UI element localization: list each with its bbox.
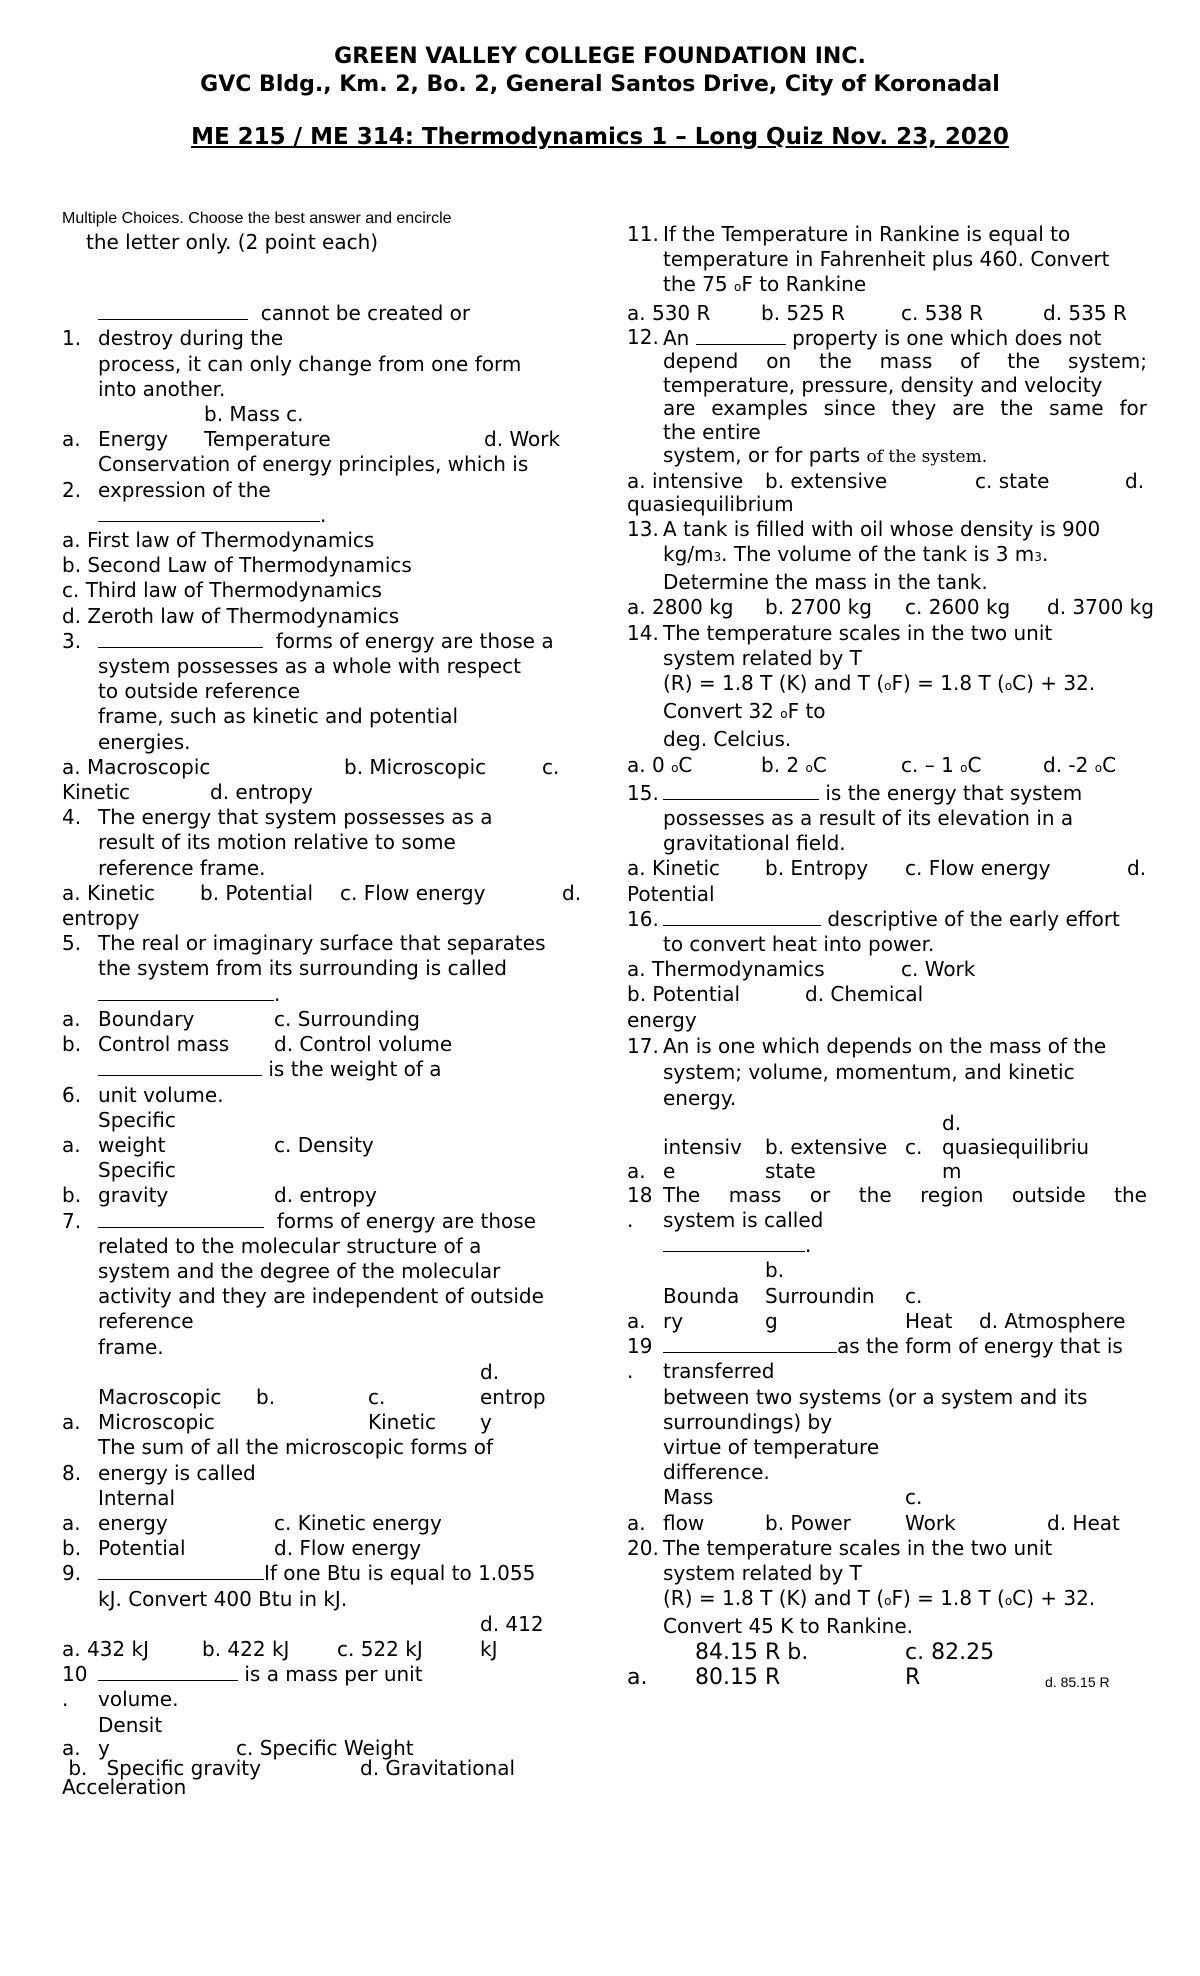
q3-line1: forms of energy are those a — [275, 628, 554, 653]
q10-option-a-line1: Densit — [98, 1712, 163, 1737]
q14-option-b: b. 2 — [761, 752, 806, 777]
q17-option-c-letter: c. — [905, 1134, 923, 1159]
q18-option-b-letter: b. — [765, 1258, 785, 1283]
q19-option-c-letter: c. — [905, 1485, 923, 1510]
q3-option-b: b. Microscopic — [344, 754, 487, 779]
q7-option-b: Microscopic — [98, 1410, 215, 1435]
q17-option-a-letter: a. — [627, 1158, 646, 1183]
q13-line2-end: . — [1041, 542, 1049, 567]
q10-option-d: d. Gravitational — [360, 1755, 515, 1780]
q16-option-c: c. Work — [901, 957, 976, 982]
q18-line1: The mass or the region outside the — [663, 1182, 1147, 1207]
q7-option-b-letter: b. — [256, 1384, 276, 1409]
q4-option-b: b. Potential — [200, 880, 314, 905]
q6-line2: unit volume. — [98, 1082, 224, 1107]
q18-option-c: Heat — [905, 1308, 953, 1333]
q1-option-d: d. Work — [484, 427, 561, 452]
q20-option-b: 84.15 R b. — [695, 1639, 809, 1665]
q19-line4: surroundings) by — [663, 1409, 833, 1434]
q5-option-b: Control mass — [98, 1032, 230, 1057]
q12-line2: depend on the mass of the system; — [663, 349, 1147, 374]
q13-line2-mid: . The volume of the tank is 3 m — [721, 542, 1035, 567]
q20-line3-end: C) + 32. — [1012, 1586, 1096, 1611]
q7-line4: activity and they are independent of outside — [98, 1284, 544, 1309]
q3-option-c-letter: c. — [542, 754, 560, 779]
degree-symbol: o — [884, 679, 892, 694]
q14-line2: system related by T — [663, 645, 862, 670]
q14-line3: (R) = 1.8 T (K) and T ( — [663, 671, 885, 696]
question-3 — [62, 629, 592, 805]
q14-option-c-unit: C — [967, 752, 982, 777]
q1-line2: destroy during the — [98, 326, 284, 351]
q17-option-a-line1: intensiv — [663, 1134, 742, 1159]
q16-number: 16. — [627, 906, 659, 931]
q2-line1: Conservation of energy principles, which is — [98, 452, 529, 477]
q12-option-b: b. extensive — [765, 468, 888, 493]
q14-option-a: a. 0 — [627, 752, 672, 777]
question-1 — [62, 301, 592, 452]
q16-option-a: a. Thermodynamics — [627, 957, 825, 982]
q12-number: 12. — [627, 324, 659, 349]
question-2 — [62, 452, 592, 628]
q3-option-a: a. Macroscopic — [62, 754, 211, 779]
answer-blank — [696, 326, 786, 345]
q10-number-dot: . — [62, 1687, 69, 1712]
q15-line2: possesses as a result of its elevation in a — [663, 806, 1074, 831]
degree-symbol: o — [1004, 1594, 1013, 1609]
answer-blank — [98, 982, 274, 1001]
q18-option-b-line1: Surroundin — [765, 1283, 875, 1308]
q17-line3: energy. — [663, 1085, 737, 1110]
q15-option-a: a. Kinetic — [627, 856, 721, 881]
q7-line6: frame. — [98, 1334, 164, 1359]
answer-blank — [663, 1233, 805, 1252]
q17-line1: An is one which depends on the mass of the — [663, 1033, 1107, 1058]
q19-line2: transferred — [663, 1359, 775, 1384]
school-name: GREEN VALLEY COLLEGE FOUNDATION INC. — [334, 44, 866, 69]
q18-number: 18 — [627, 1182, 653, 1207]
q3-line3: to outside reference — [98, 679, 301, 704]
q12-line6: system, or for parts — [663, 443, 867, 468]
q6-line1: is the weight of a — [268, 1057, 442, 1082]
question-10 — [62, 1662, 592, 1797]
q11-line2: temperature in Fahrenheit plus 460. Convert — [663, 247, 1110, 272]
q13-line3: Determine the mass in the tank. — [663, 570, 988, 595]
q18-line3: . — [805, 1233, 812, 1258]
q7-option-d-line1: entrop — [480, 1384, 546, 1409]
q8-line2: energy is called — [98, 1460, 256, 1485]
q10-line1: is a mass per unit — [244, 1662, 423, 1687]
q2-option-c: c. Third law of Thermodynamics — [62, 578, 382, 603]
q20-line3-mid: F) = 1.8 T ( — [891, 1586, 1005, 1611]
q11-line3: the 75 — [663, 272, 734, 297]
q16-option-d: d. Chemical — [805, 982, 924, 1007]
q3-line5: energies. — [98, 729, 191, 754]
q8-option-b: Potential — [98, 1536, 186, 1561]
q1-number: 1. — [62, 326, 82, 351]
q18-line2: system is called — [663, 1208, 824, 1233]
question-12 — [627, 326, 1147, 517]
q10-number: 10 — [62, 1662, 88, 1687]
q14-number: 14. — [627, 620, 659, 645]
q3-number: 3. — [62, 628, 82, 653]
q9-line1: If one Btu is equal to 1.055 — [264, 1561, 536, 1586]
q15-option-d: Potential — [627, 881, 715, 906]
q14-line3-end: C) + 32. — [1012, 671, 1096, 696]
question-4 — [62, 805, 592, 931]
q1-option-a: Energy — [98, 427, 169, 452]
q15-number: 15. — [627, 780, 659, 805]
q12-option-a: a. intensive — [627, 468, 744, 493]
school-address: GVC Bldg., Km. 2, Bo. 2, General Santos Drive, City of Koronadal — [200, 72, 1000, 97]
q17-option-b: b. extensive — [765, 1134, 888, 1159]
answer-blank — [98, 629, 263, 648]
q12-option-c: c. state — [975, 468, 1050, 493]
q17-option-d-line1: quasiequilibriu — [942, 1134, 1090, 1159]
q9-number: 9. — [62, 1561, 82, 1586]
q13-number: 13. — [627, 516, 659, 541]
q15-option-b: b. Entropy — [765, 856, 869, 881]
answer-blank — [98, 1057, 262, 1076]
q12-line3: temperature, pressure, density and velocity — [663, 372, 1103, 397]
q19-line3: between two systems (or a system and its — [663, 1384, 1088, 1409]
degree-symbol: o — [1094, 760, 1103, 775]
q4-option-d: entropy — [62, 906, 140, 931]
q8-option-a-line1: Internal — [98, 1485, 176, 1510]
q8-option-b-letter: b. — [62, 1536, 82, 1561]
q4-option-a: a. Kinetic — [62, 880, 156, 905]
question-20 — [627, 1536, 1147, 1694]
q18-option-a-line2: ry — [663, 1308, 684, 1333]
q4-line1: The energy that system possesses as a — [98, 805, 493, 830]
question-17 — [627, 1033, 1147, 1183]
right-column — [627, 222, 1154, 1694]
superscript: 3 — [713, 550, 722, 565]
q12-line1-end: property is one which does not — [792, 325, 1102, 350]
q16-line1: descriptive of the early effort — [827, 906, 1120, 931]
q19-line1: as the form of energy that is — [837, 1334, 1123, 1359]
answer-blank — [663, 1334, 837, 1353]
q12-line6-end: of the system. — [866, 447, 988, 468]
q17-number: 17. — [627, 1033, 659, 1058]
answer-blank — [98, 503, 320, 522]
q20-option-d: d. 85.15 R — [1045, 1673, 1110, 1690]
q18-option-b-line2: g — [765, 1308, 778, 1333]
q13-option-a: a. 2800 kg — [627, 595, 734, 620]
q19-option-a-line1: Mass — [663, 1485, 714, 1510]
question-19 — [627, 1334, 1147, 1536]
q7-option-d-letter: d. — [480, 1359, 500, 1384]
q8-option-a-line2: energy — [98, 1510, 168, 1535]
q9-option-b: b. 422 kJ — [202, 1636, 290, 1661]
degree-symbol: o — [805, 760, 813, 775]
q15-line1: is the energy that system — [825, 780, 1083, 805]
q7-line5: reference — [98, 1309, 194, 1334]
degree-symbol: o — [734, 280, 742, 295]
q8-option-d: d. Flow energy — [274, 1536, 422, 1561]
q8-option-c: c. Kinetic energy — [274, 1510, 442, 1535]
q19-line5: virtue of temperature — [663, 1434, 880, 1459]
q11-option-a: a. 530 R — [627, 300, 711, 325]
q11-line3-end: F to Rankine — [741, 272, 867, 297]
q11-option-c: c. 538 R — [901, 300, 984, 325]
instructions-line2: the letter only. (2 point each) — [86, 230, 379, 254]
q10-option-a-letter: a. — [62, 1735, 81, 1760]
q10-option-c: c. Specific Weight — [236, 1735, 414, 1760]
q10-option-b: b. Specific gravity — [62, 1755, 261, 1780]
q18-option-a-line1: Bounda — [663, 1283, 740, 1308]
question-7 — [62, 1209, 592, 1436]
q18-option-c-letter: c. — [905, 1283, 923, 1308]
q6-option-b-line2: gravity — [98, 1183, 169, 1208]
q2-line2: expression of the — [98, 477, 271, 502]
q14-line1: The temperature scales in the two unit — [663, 620, 1053, 645]
q13-option-d: d. 3700 kg — [1047, 595, 1154, 620]
q17-line2: system; volume, momentum, and kinetic — [663, 1059, 1075, 1084]
q20-option-c: c. 82.25 — [905, 1639, 995, 1665]
degree-symbol: o — [884, 1594, 892, 1609]
degree-symbol: o — [780, 707, 788, 722]
q13-line1: A tank is filled with oil whose density is 900 — [663, 516, 1101, 541]
q3-option-d: d. entropy — [210, 780, 313, 805]
q4-option-c: c. Flow energy — [340, 880, 486, 905]
q14-line4-end: F to — [787, 699, 826, 724]
q12-line5: the entire — [663, 419, 761, 444]
q12-line1: An — [663, 325, 690, 350]
q14-option-a-unit: C — [678, 752, 693, 777]
q19-option-d: d. Heat — [1047, 1510, 1120, 1535]
degree-symbol: o — [671, 760, 679, 775]
q1-option-a-letter: a. — [62, 427, 81, 452]
q12-line4: are examples since they are the same for — [663, 396, 1147, 421]
q11-number: 11. — [627, 222, 659, 246]
q17-option-d-line2: m — [942, 1158, 962, 1183]
q20-line4: Convert 45 K to Rankine. — [663, 1614, 914, 1639]
q20-option-a-letter: a. — [627, 1664, 648, 1690]
q18-number-dot: . — [627, 1208, 634, 1233]
q13-option-b: b. 2700 kg — [765, 595, 872, 620]
q19-option-b: b. Power — [765, 1510, 851, 1535]
answer-blank — [98, 1561, 264, 1580]
q3-line2: system possesses as a whole with respect — [98, 654, 521, 679]
q2-line3: . — [320, 502, 327, 527]
q5-line2: the system from its surrounding is called — [98, 956, 507, 981]
q10-option-a-line2: y — [98, 1735, 110, 1760]
q5-option-b-letter: b. — [62, 1032, 82, 1057]
q7-line1: forms of energy are those — [276, 1208, 536, 1233]
q17-option-c: state — [765, 1158, 816, 1183]
q1-line4: into another. — [98, 376, 226, 401]
q12-option-d-letter: d. — [1125, 468, 1145, 493]
q8-option-a-letter: a. — [62, 1510, 81, 1535]
q5-option-a-letter: a. — [62, 1006, 81, 1031]
answer-blank — [663, 781, 819, 800]
q11-option-d: d. 535 R — [1043, 300, 1127, 325]
q3-option-c: Kinetic — [62, 780, 131, 805]
q12-option-d: quasiequilibrium — [627, 492, 794, 517]
q4-number: 4. — [62, 805, 82, 830]
q7-option-c-letter: c. — [368, 1384, 386, 1409]
q9-option-d-line1: d. 412 — [480, 1611, 544, 1636]
q17-option-d-letter: d. — [942, 1110, 962, 1135]
q6-option-b-letter: b. — [62, 1183, 82, 1208]
q4-line2: result of its motion relative to some — [98, 830, 456, 855]
q9-line2: kJ. Convert 400 Btu in kJ. — [98, 1586, 348, 1611]
q5-option-d: d. Control volume — [274, 1032, 453, 1057]
q20-option-a: 80.15 R — [695, 1664, 781, 1690]
q19-number-dot: . — [627, 1359, 634, 1384]
q9-option-c: c. 522 kJ — [337, 1636, 423, 1661]
q9-option-a: a. 432 kJ — [62, 1636, 149, 1661]
q14-option-b-unit: C — [812, 752, 827, 777]
q18-option-d: d. Atmosphere — [979, 1308, 1126, 1333]
question-18 — [627, 1183, 1147, 1334]
degree-symbol: o — [1004, 679, 1013, 694]
q2-option-d: d. Zeroth law of Thermodynamics — [62, 603, 400, 628]
q10-line2: volume. — [98, 1687, 179, 1712]
q19-option-a-letter: a. — [627, 1510, 646, 1535]
q5-line3: . — [274, 981, 281, 1006]
q19-option-c: Work — [905, 1510, 956, 1535]
answer-blank — [98, 301, 248, 320]
q14-option-d-unit: C — [1102, 752, 1117, 777]
q6-option-d: d. entropy — [274, 1183, 377, 1208]
q8-number: 8. — [62, 1460, 82, 1485]
q15-option-d-letter: d. — [1127, 856, 1147, 881]
q17-option-a-line2: e — [663, 1158, 676, 1183]
question-13 — [627, 516, 1154, 621]
q14-option-d: d. -2 — [1043, 752, 1095, 777]
q15-option-c: c. Flow energy — [905, 856, 1051, 881]
q6-number: 6. — [62, 1082, 82, 1107]
q1-line3: process, it can only change from one form — [98, 351, 522, 376]
q6-option-a-line2: weight — [98, 1132, 166, 1157]
answer-blank — [98, 1209, 264, 1228]
q3-line4: frame, such as kinetic and potential — [98, 704, 458, 729]
q16-option-b: b. Potential energy — [627, 982, 741, 1032]
question-15 — [627, 781, 1147, 907]
q7-option-c: Kinetic — [368, 1410, 437, 1435]
q13-line2: kg/m — [663, 542, 714, 567]
q14-line5: deg. Celcius. — [663, 727, 792, 752]
question-8 — [62, 1435, 592, 1561]
left-column — [62, 208, 592, 1797]
q5-option-c: c. Surrounding — [274, 1006, 420, 1031]
q13-option-c: c. 2600 kg — [905, 595, 1011, 620]
q18-option-a-letter: a. — [627, 1308, 646, 1333]
q14-line3-mid: F) = 1.8 T ( — [891, 671, 1005, 696]
q11-option-b: b. 525 R — [761, 300, 845, 325]
q20-line1: The temperature scales in the two unit — [663, 1535, 1053, 1560]
q6-option-b-line1: Specific — [98, 1158, 176, 1183]
q10-option-d-cont: Acceleration — [62, 1774, 187, 1799]
question-11 — [627, 222, 1147, 326]
q2-option-b: b. Second Law of Thermodynamics — [62, 553, 412, 578]
q1-line1: cannot be created or — [260, 301, 471, 326]
q11-line1: If the Temperature in Rankine is equal to — [663, 222, 1071, 246]
q5-line1: The real or imaginary surface that separates — [98, 931, 546, 956]
q2-number: 2. — [62, 477, 82, 502]
q14-line4: Convert 32 — [663, 699, 781, 724]
quiz-title: ME 215 / ME 314: Thermodynamics 1 – Long Quiz Nov. 23, 2020 — [191, 124, 1009, 150]
q7-option-a-letter: a. — [62, 1410, 81, 1435]
q19-line6: difference. — [663, 1460, 770, 1485]
question-6 — [62, 1057, 592, 1208]
q7-option-a: Macroscopic — [98, 1384, 222, 1409]
q1-option-b: b. Mass c. — [204, 402, 304, 427]
q16-line2: to convert heat into power. — [663, 932, 935, 957]
instructions-line1: Multiple Choices. Choose the best answer and encircle — [62, 210, 452, 227]
question-14 — [627, 621, 1147, 781]
q19-number: 19 — [627, 1334, 653, 1359]
q20-line3: (R) = 1.8 T (K) and T ( — [663, 1586, 885, 1611]
q15-line3: gravitational field. — [663, 831, 846, 856]
q19-option-a-line2: flow — [663, 1510, 705, 1535]
answer-blank — [98, 1662, 238, 1681]
q9-option-d-line2: kJ — [480, 1636, 498, 1661]
q7-line3: system and the degree of the molecular — [98, 1258, 501, 1283]
question-9 — [62, 1561, 592, 1662]
superscript: 3 — [1034, 550, 1042, 565]
q5-option-a: Boundary — [98, 1006, 195, 1031]
question-16 — [627, 907, 1147, 1033]
q8-line1: The sum of all the microscopic forms of — [98, 1435, 494, 1460]
q2-option-a: a. First law of Thermodynamics — [62, 528, 375, 553]
degree-symbol: o — [960, 760, 968, 775]
q1-option-c: Temperature — [204, 427, 331, 452]
q6-option-c: c. Density — [274, 1132, 374, 1157]
q20-option-c-unit: R — [905, 1664, 921, 1690]
q6-option-a-line1: Specific — [98, 1107, 176, 1132]
q20-number: 20. — [627, 1535, 659, 1560]
q5-number: 5. — [62, 931, 82, 956]
answer-blank — [663, 907, 821, 926]
q4-line3: reference frame. — [98, 855, 266, 880]
q4-option-d-letter: d. — [562, 880, 582, 905]
q7-option-d-line2: y — [480, 1410, 492, 1435]
q7-number: 7. — [62, 1208, 82, 1233]
q7-line2: related to the molecular structure of a — [98, 1233, 482, 1258]
q6-option-a-letter: a. — [62, 1132, 81, 1157]
q20-line2: system related by T — [663, 1560, 862, 1585]
q14-option-c: c. – 1 — [901, 752, 961, 777]
question-5 — [62, 931, 592, 1057]
